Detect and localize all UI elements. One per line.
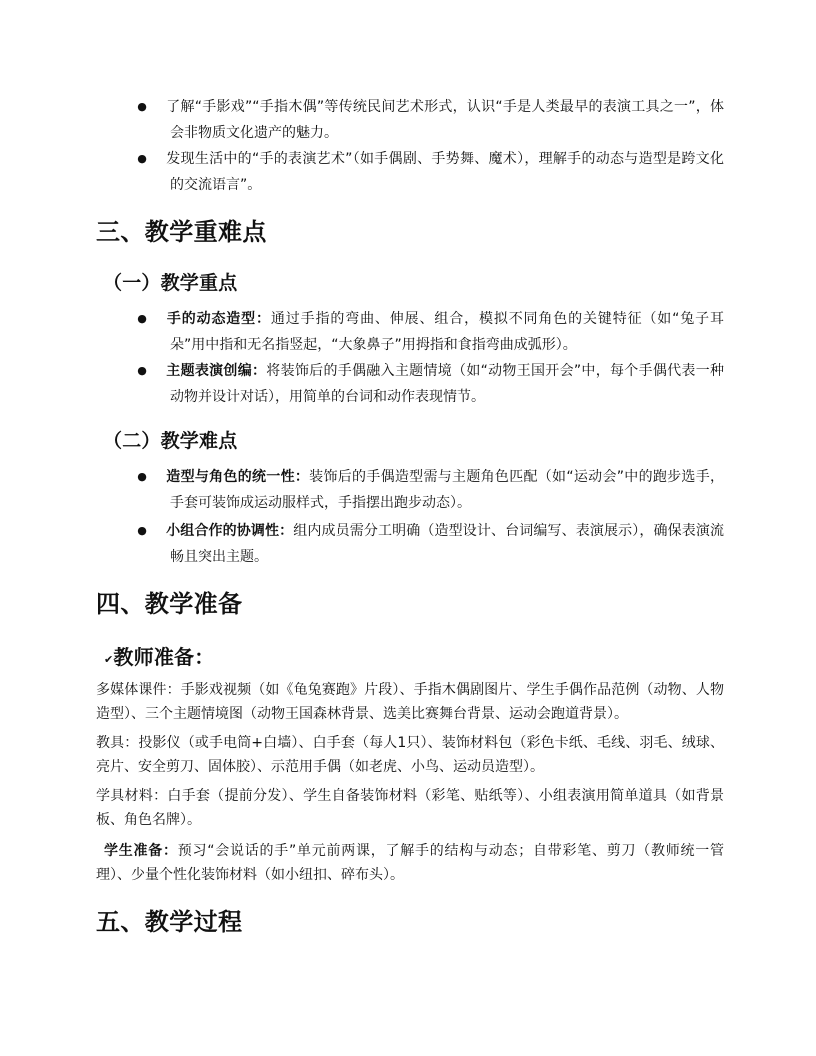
teacher-prep-title	[104, 643, 214, 675]
difficulty-item-1-label: 造型与角色的统一性：	[166, 469, 310, 485]
student-prep-paragraph	[96, 839, 724, 887]
section-5-title: 五、教学过程	[96, 908, 243, 936]
difficulty-item-1	[96, 464, 724, 516]
check-icon: ✔	[104, 653, 114, 666]
bullet-icon: ●	[137, 470, 147, 483]
focus-item-1-line	[96, 306, 724, 358]
goal-item-1-text: 了解“手影戏”“手指木偶”等传统民间艺术形式，认识“手是人类最早的表演工具之一”，体会非物质文化遗产的魅力。	[166, 99, 724, 141]
student-prep-label: 学生准备：	[104, 843, 178, 859]
focus-item-1-text: 通过手指的弯曲、伸展、组合，模拟不同角色的关键特征（如“兔子耳朵”用中指和无名指竖起，“大象鼻子”用拇指和食指弯曲成弧形）。	[170, 311, 725, 353]
focus-item-2	[96, 358, 724, 410]
focus-item-2-line	[96, 358, 724, 410]
focus-item-2-label: 主题表演创编：	[166, 363, 267, 379]
student-materials-paragraph: 学具材料：白手套（提前分发）、学生自备装饰材料（彩笔、贴纸等）、小组表演用简单道具（如背景板、角色名牌）。	[96, 788, 724, 828]
teacher-prep-title-text: 教师准备：	[113, 645, 215, 669]
focus-item-2-text: 将装饰后的手偶融入主题情境（如“动物王国开会”中，每个手偶代表一种动物并设计对话），用简单的台词和动作表现情节。	[170, 363, 724, 405]
bullet-icon: ●	[137, 100, 147, 113]
focus-item-1-label: 手的动态造型：	[166, 311, 271, 327]
bullet-icon: ●	[137, 152, 147, 165]
multimedia-paragraph: 多媒体课件：手影戏视频（如《龟兔赛跑》片段）、手指木偶剧图片、学生手偶作品范例（动物、人物造型）、三个主题情境图（动物王国森林背景、选美比赛舞台背景、运动会跑道背景）。	[96, 682, 724, 722]
section-3-sub1-title: （一）教学重点	[103, 272, 238, 294]
goal-item-2	[96, 146, 724, 198]
difficulty-item-2-line	[96, 518, 724, 570]
bullet-icon: ●	[137, 524, 147, 537]
difficulty-item-2-label: 小组合作的协调性：	[166, 523, 294, 539]
goal-item-2-text: 发现生活中的“手的表演艺术”（如手偶剧、手势舞、魔术），理解手的动态与造型是跨文化的交流语言”。	[166, 151, 724, 193]
focus-item-1	[96, 306, 724, 358]
bullet-icon: ●	[137, 364, 147, 377]
teaching-aids-paragraph: 教具：投影仪（或手电筒+白墙）、白手套（每人1只）、装饰材料包（彩色卡纸、毛线、羽毛、绒球、亮片、安全剪刀、固体胶）、示范用手偶（如老虎、小鸟、运动员造型）。	[96, 735, 724, 775]
difficulty-item-1-text: 装饰后的手偶造型需与主题角色匹配（如“运动会”中的跑步选手，手套可装饰成运动服样式，手指摆出跑步动态）。	[170, 469, 725, 511]
section-4-title: 四、教学准备	[96, 590, 243, 618]
section-3-sub2-title: （二）教学难点	[103, 430, 238, 452]
student-prep-text: 预习“会说话的手”单元前两课，了解手的结构与动态；自带彩笔、剪刀（教师统一管理）、少量个性化装饰材料（如小纽扣、碎布头）。	[96, 843, 724, 883]
goal-item-1-line	[96, 94, 724, 146]
goal-item-1	[96, 94, 724, 146]
difficulty-item-2	[96, 518, 724, 570]
goal-item-2-line	[96, 146, 724, 198]
difficulty-item-2-text: 组内成员需分工明确（造型设计、台词编写、表演展示），确保表演流畅且突出主题。	[170, 523, 724, 565]
bullet-icon: ●	[137, 312, 147, 325]
difficulty-item-1-line	[96, 464, 724, 516]
section-3-title: 三、教学重难点	[96, 218, 267, 246]
